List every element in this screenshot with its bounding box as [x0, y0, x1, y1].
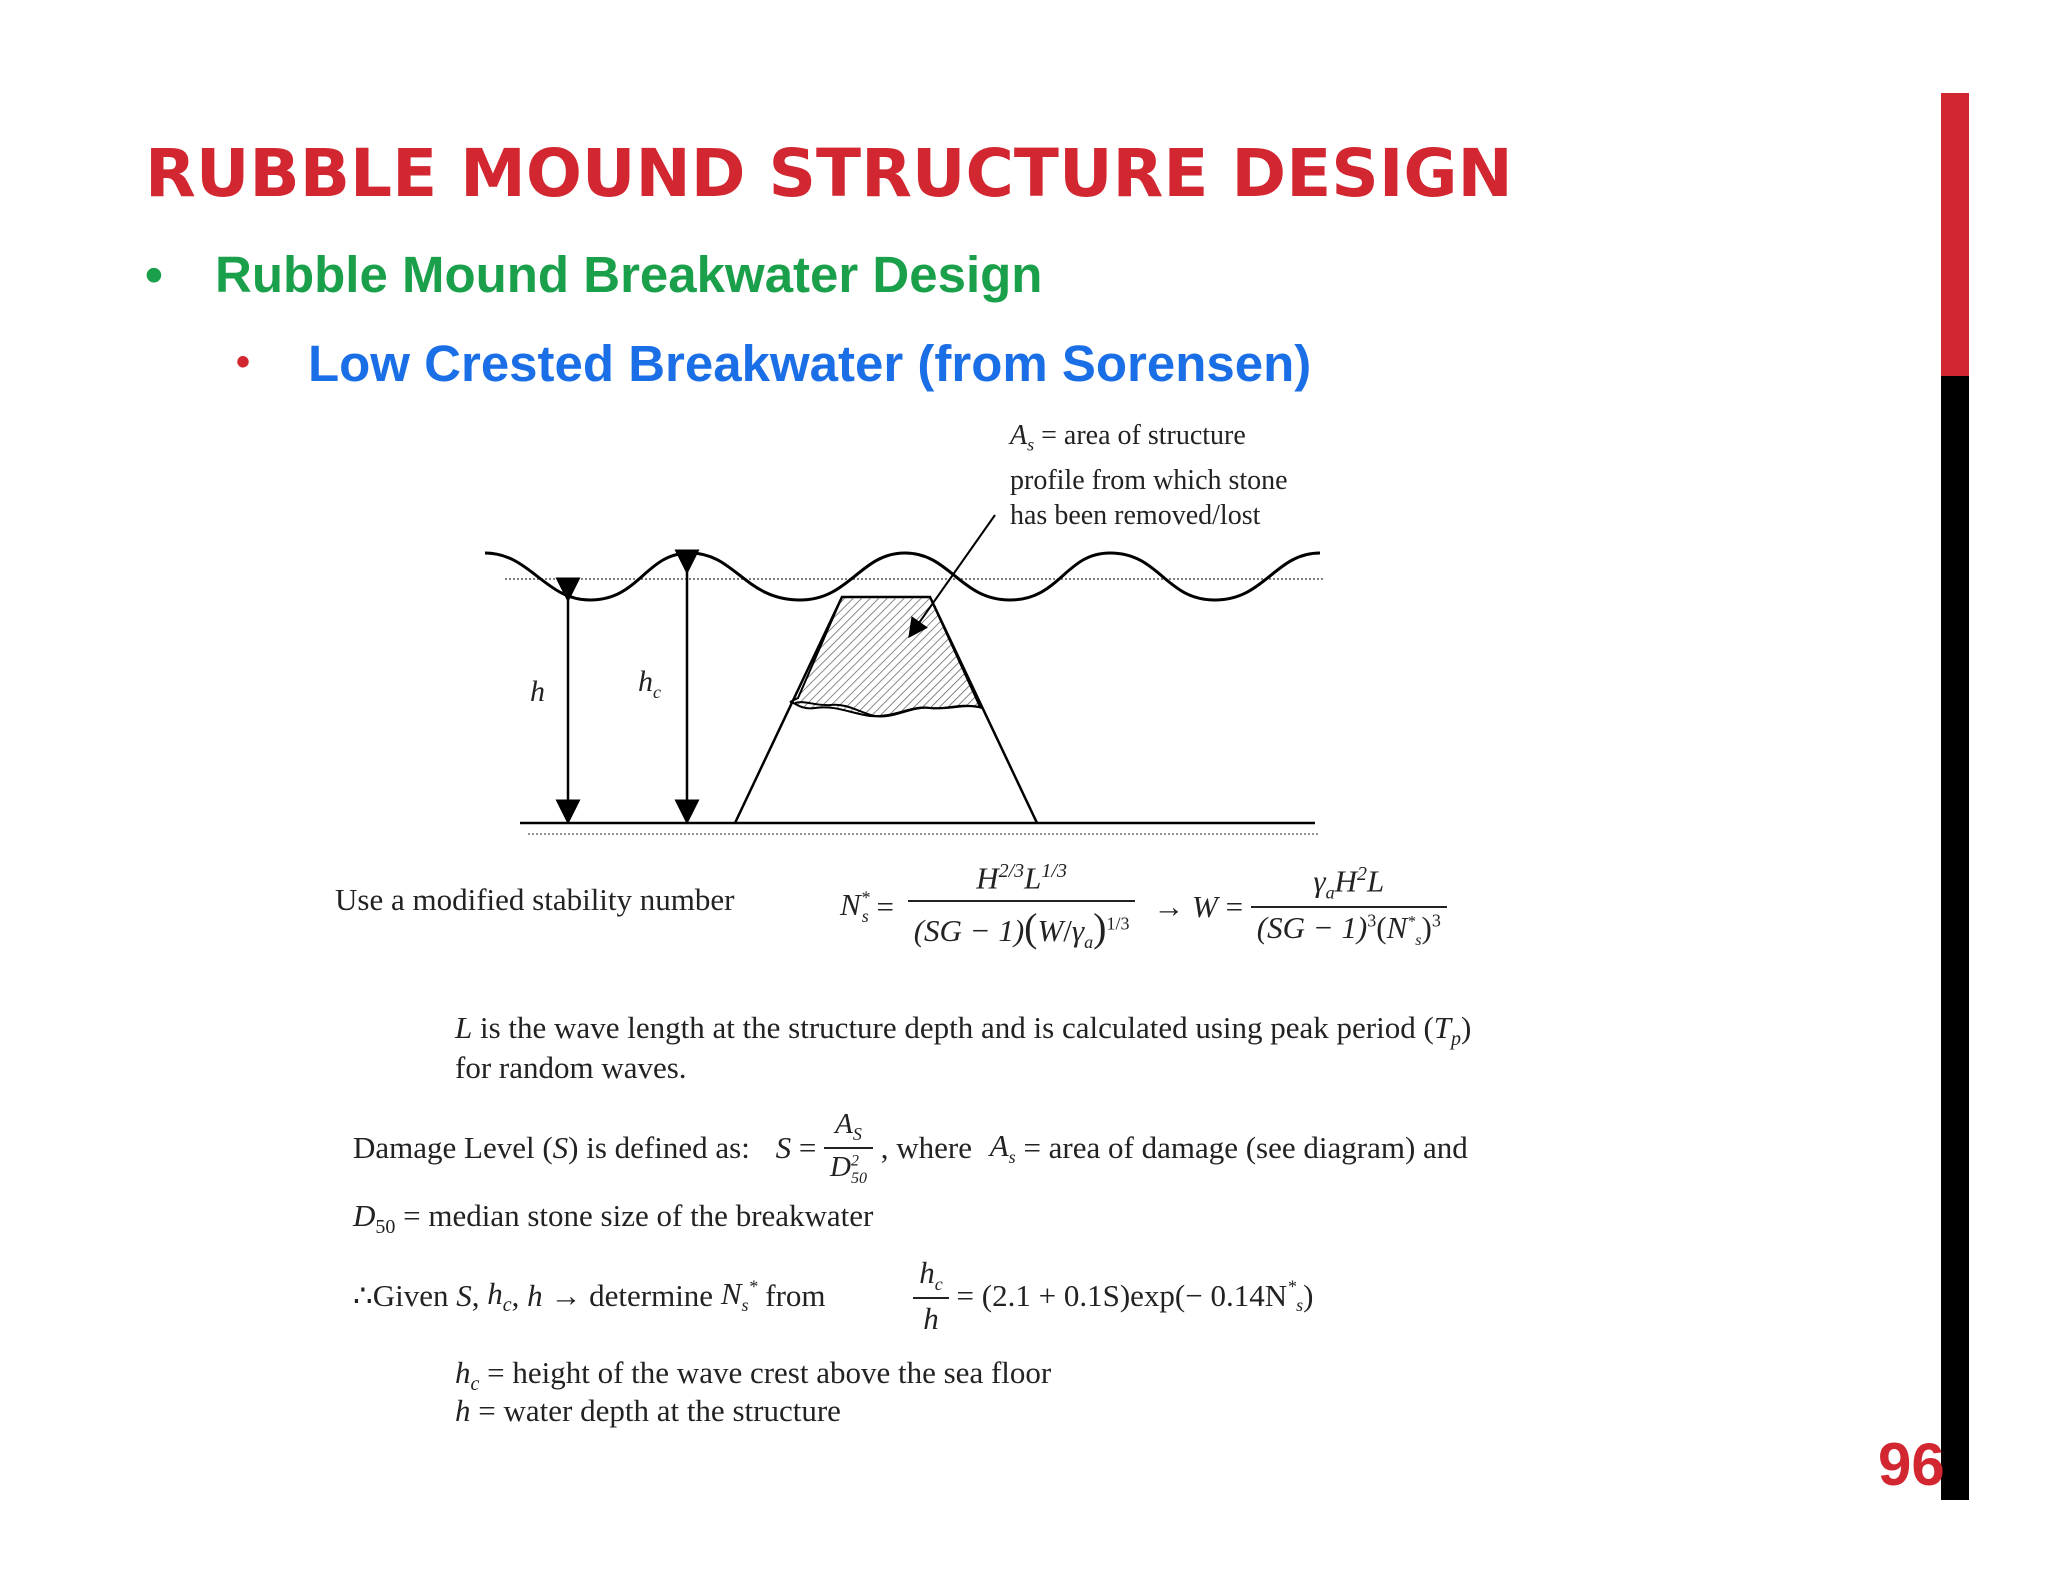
- label-hc: $h_c$: [638, 665, 661, 702]
- wavelength-text-line2: for random waves.: [455, 1050, 687, 1085]
- page-number: 96: [1878, 1431, 1945, 1498]
- d50-definition: $D_{50}$ = median stone size of the breakwater: [353, 1198, 874, 1239]
- bullet-level1-text: Rubble Mound Breakwater Design: [215, 246, 1043, 303]
- given-line: ∴Given S, $h_c$, h → determine $N_s^*$ from $\frac{h_c}{h}$ = $(2.1 + 0.1S)\exp(- 0.14N^*_s)$: [353, 1255, 1314, 1337]
- stability-intro: Use a modified stability number: [335, 882, 735, 917]
- label-h: h: [530, 675, 545, 708]
- area-label: $A_s$ = area of structure profile from which stone has been removed/lost: [1010, 420, 1288, 531]
- bullet-dot: •: [145, 246, 163, 303]
- bullet-level2-text: Low Crested Breakwater (from Sorensen): [308, 335, 1312, 392]
- hc-definition: $h_c$ = height of the wave crest above the sea floor: [455, 1355, 1052, 1396]
- damage-level-line: Damage Level (S) is defined as: S = $\frac{A_S}{D^2_{50}}$ , where $A_s$ = area of damage (see diagram) and: [353, 1108, 1468, 1187]
- damage-area: [790, 597, 980, 716]
- stability-equation: $N^*_s$ = $\frac{H^{2/3}L^{1/3}}{(SG - 1)(W/\gamma_a)^{1/3}}$ → W = $\frac{\gamma_aH^2L}{(SG - 1)^3(N^*_s)^3}$: [840, 860, 1447, 954]
- slide-title: RUBBLE MOUND STRUCTURE DESIGN: [145, 135, 1513, 212]
- bullet-dot: •: [236, 340, 251, 384]
- wavelength-text-line1: L is the wave length at the structure depth and is calculated using peak period $(T_p)$: [455, 1010, 1472, 1051]
- h-definition: h = water depth at the structure: [455, 1393, 841, 1428]
- wave-profile: [485, 553, 1320, 600]
- area-label-leader: [914, 515, 995, 630]
